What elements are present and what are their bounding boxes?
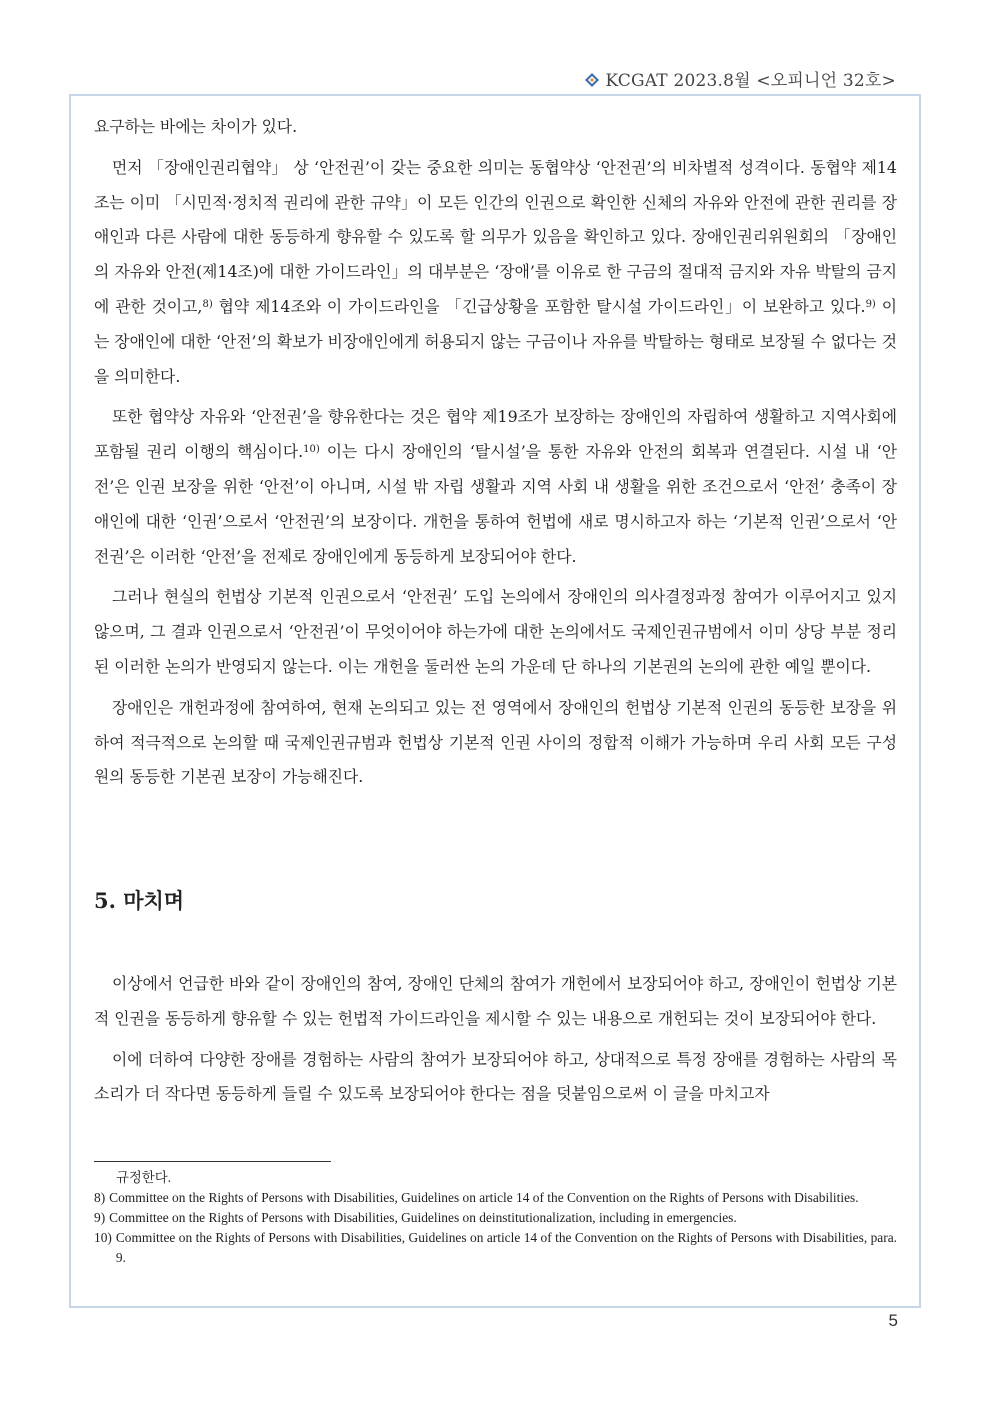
- footnote-text: Committee on the Rights of Persons with Disabilities, Guidelines on article 14 of the Convention on the Rights of Persons with Disabilities, para. 9.: [115, 1230, 897, 1265]
- paragraph-text: 또한 협약상 자유와 ‘안전권’을 향유한다는 것은 협약 제19조가 보장하는 장애인의 자립하여 생활하고 지역사회에 포함될 권리 이행의 핵심이다.: [94, 407, 897, 462]
- footnote-item: [94, 1188, 897, 1208]
- paragraph: [94, 110, 897, 145]
- section-title: 5. 마치며: [94, 888, 185, 913]
- footnote-text: Committee on the Rights of Persons with Disabilities, Guidelines on article 14 of the Convention on the Rights of Persons with Disabilities.: [109, 1190, 859, 1205]
- body-text: [94, 110, 897, 795]
- paragraph-text: 먼저 「장애인권리협약」 상 ‘안전권’이 갖는 중요한 의미는 동협약상 ‘안전권’의 비차별적 성격이다. 동협약 제14조는 이미 「시민적·정치적 권리에 관한 규약」이 모든 인간의 인권으로 확인한 신체의 자유와 안전에 관한 권리를 장애인과 다른 사람에 대한 동등하게 향유할 수 있도록 할 의무가 있음을 확인하고 있다. 장애인권리위원회의 「장애인의 자유와 안전(제14조)에 대한 가이드라인」의 대부분은 ‘장애’를 이유로 한 구금의 절대적 금지와 자유 박탈의 금지에 관한 것이고,: [94, 157, 897, 316]
- paragraph-text: 이는 장애인에 대한 ‘안전’의 확보가 비장애인에게 허용되지 않는 구금이나 자유를 박탈하는 형태로 보장될 수 없다는 것을 의미한다.: [94, 296, 898, 386]
- paragraph: [94, 580, 897, 684]
- paragraph-text: 이상에서 언급한 바와 같이 장애인의 참여, 장애인 단체의 참여가 개헌에서 보장되어야 하고, 장애인이 헌법상 기본적 인권을 동등하게 향유할 수 있는 헌법적 가이드라인을 제시할 수 있는 내용으로 개헌되는 것이 보장되어야 한다.: [94, 974, 897, 1028]
- footnotes: [94, 1168, 897, 1268]
- paragraph-text: 그러나 현실의 헌법상 기본적 인권으로서 ‘안전권’ 도입 논의에서 장애인의 의사결정과정 참여가 이루어지고 있지 않으며, 그 결과 인권으로서 ‘안전권’이 무엇이어야 하는가에 대한 논의에서도 국제인권규범에서 이미 상당 부분 정리된 이러한 논의가 반영되지 않는다. 이는 개헌을 둘러싼 논의 가운데 단 하나의 기본권의 논의에 관한 예일 뿐이다.: [94, 587, 897, 676]
- paragraph: [94, 400, 897, 574]
- page-header: [585, 66, 896, 91]
- paragraph: [94, 691, 897, 795]
- footnote-item: [94, 1208, 897, 1228]
- footnote-number: 9): [94, 1210, 106, 1225]
- footnote-number: 10): [94, 1230, 112, 1245]
- diamond-logo-icon: [585, 72, 599, 86]
- paragraph-text: 이는 다시 장애인의 ‘탈시설’을 통한 자유와 안전의 회복과 연결된다. 시설 내 ‘안전’은 인권 보장을 위한 ‘안전’이 아니며, 시설 밖 자립 생활과 지역 사회 내 생활을 위한 조건으로서 ‘안전’ 충족이 장애인에 대한 ‘인권’으로서 ‘안전권’의 보장이다. 개헌을 통하여 헌법에 새로 명시하고자 하는 ‘기본적 인권’으로서 ‘안전권’은 이러한 ‘안전’을 전제로 장애인에게 동등하게 보장되어야 한다.: [94, 442, 897, 566]
- paragraph-text: 요구하는 바에는 차이가 있다.: [94, 117, 298, 136]
- paragraph: [94, 967, 897, 1037]
- page-number: 5: [888, 1311, 898, 1330]
- footnote-text: Committee on the Rights of Persons with Disabilities, Guidelines on deinstitutionalization, including in emergencies.: [109, 1210, 737, 1225]
- paragraph: [94, 1043, 897, 1113]
- footnote-continuation: 규정한다.: [116, 1170, 172, 1185]
- footnote-ref-10[interactable]: 10): [303, 444, 320, 456]
- header-text: KCGAT 2023.8월 <오피니언 32호>: [605, 71, 896, 91]
- paragraph: [94, 151, 897, 395]
- paragraph-text: 이에 더하여 다양한 장애를 경험하는 사람의 참여가 보장되어야 하고, 상대적으로 특정 장애를 경험하는 사람의 목소리가 더 작다면 동등하게 들릴 수 있도록 보장되어야 한다는 점을 덧붙임으로써 이 글을 마치고자: [94, 1049, 897, 1104]
- footnote-number: 8): [94, 1190, 106, 1205]
- paragraph-text: 협약 제14조와 이 가이드라인을 「긴급상황을 포함한 탈시설 가이드라인」이 보완하고 있다.: [212, 296, 866, 316]
- paragraph-text: 장애인은 개헌과정에 참여하여, 현재 논의되고 있는 전 영역에서 장애인의 헌법상 기본적 인권의 동등한 보장을 위하여 적극적으로 논의할 때 국제인권규범과 헌법상 기본적 인권 사이의 정합적 이해가 가능하며 우리 사회 모든 구성원의 동등한 기본권 보장이 가능해진다.: [94, 697, 897, 787]
- footnote-ref-9[interactable]: 9): [865, 298, 876, 310]
- footnote-ref-8[interactable]: 8): [202, 298, 213, 310]
- footnote-item: [94, 1228, 897, 1268]
- footnote-divider: [94, 1161, 331, 1162]
- section-body: [94, 967, 897, 1112]
